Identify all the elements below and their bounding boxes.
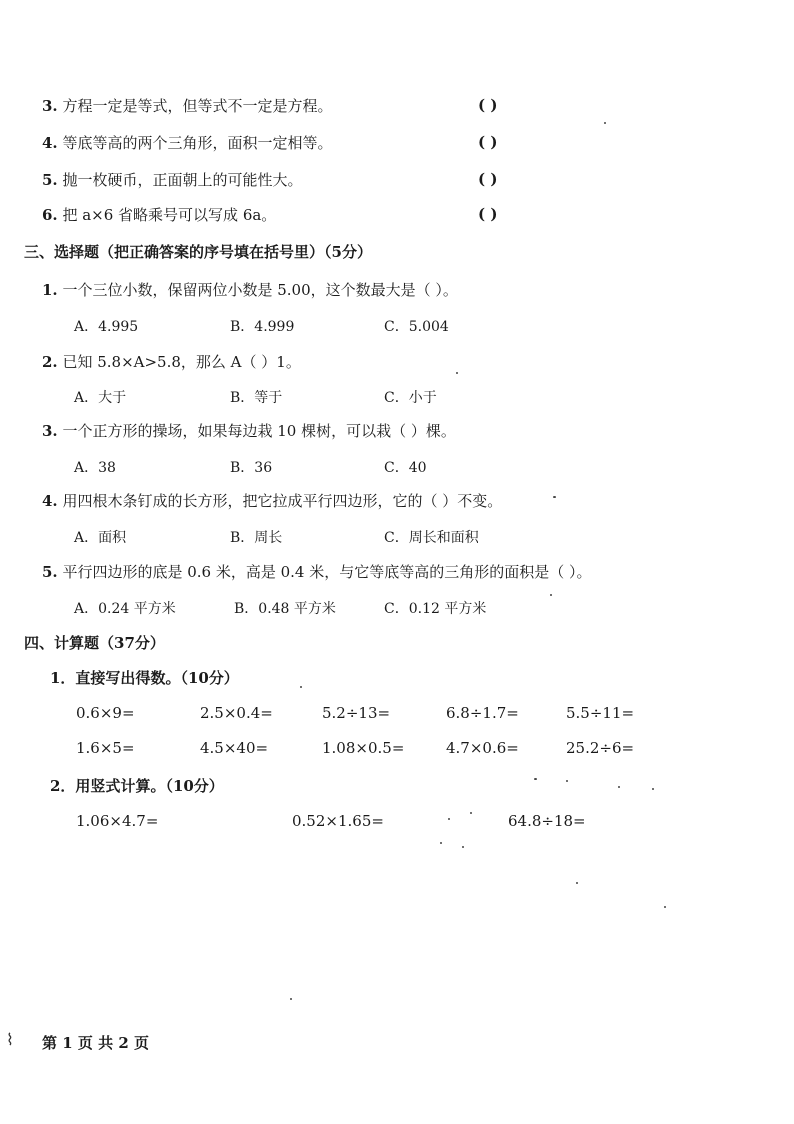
scan-speck — [664, 906, 666, 908]
oral-calc-1: 0.6×9= — [76, 704, 135, 722]
calc-q1-title: 1．直接写出得数。（10分） — [50, 669, 239, 687]
scan-speck — [550, 594, 552, 596]
choice-4-option-b[interactable]: B．周长 — [230, 530, 283, 546]
section-heading-choice: 三、选择题（把正确答案的序号填在括号里）（5分） — [24, 243, 372, 261]
choice-5-option-b[interactable]: B．0.48 平方米 — [234, 601, 336, 617]
choice-question-2: 2. 已知 5.8×A>5.8，那么 A（ ）1。 — [42, 353, 301, 371]
oral-calc-6: 1.6×5= — [76, 739, 135, 757]
choice-3-option-a[interactable]: A．38 — [74, 460, 116, 476]
oral-calc-10: 25.2÷6= — [566, 739, 635, 757]
scan-speck — [290, 998, 292, 1000]
choice-2-option-a[interactable]: A．大于 — [74, 390, 127, 406]
judgment-item-3: 3. 方程一定是等式，但等式不一定是方程。 — [42, 97, 333, 115]
oral-calc-4: 6.8÷1.7= — [446, 704, 519, 722]
vertical-calc-3: 64.8÷18= — [508, 812, 586, 830]
answer-paren-4[interactable]: ( ) — [478, 133, 498, 151]
vertical-calc-1: 1.06×4.7= — [76, 812, 159, 830]
oral-calc-2: 2.5×0.4= — [200, 704, 273, 722]
choice-5-option-a[interactable]: A．0.24 平方米 — [74, 601, 176, 617]
judgment-item-6: 6. 把 a×6 省略乘号可以写成 6a。 — [42, 206, 277, 224]
answer-paren-5[interactable]: ( ) — [478, 170, 498, 188]
section-heading-calc: 四、计算题（37分） — [24, 634, 165, 652]
calc-q2-title: 2．用竖式计算。（10分） — [50, 777, 224, 795]
choice-3-option-c[interactable]: C．40 — [384, 460, 427, 476]
oral-calc-5: 5.5÷11= — [566, 704, 635, 722]
choice-2-option-c[interactable]: C．小于 — [384, 390, 437, 406]
choice-question-3: 3. 一个正方形的操场，如果每边栽 10 棵树，可以栽（ ）棵。 — [42, 422, 456, 440]
scan-speck — [440, 842, 442, 844]
oral-calc-7: 4.5×40= — [200, 739, 269, 757]
vertical-calc-2: 0.52×1.65= — [292, 812, 384, 830]
scan-speck — [462, 846, 464, 848]
scan-speck — [604, 122, 606, 124]
scan-speck — [448, 818, 450, 820]
answer-paren-3[interactable]: ( ) — [478, 96, 498, 114]
scan-speck — [566, 780, 568, 782]
choice-5-option-c[interactable]: C．0.12 平方米 — [384, 601, 487, 617]
choice-2-option-b[interactable]: B．等于 — [230, 390, 283, 406]
choice-question-5: 5. 平行四边形的底是 0.6 米，高是 0.4 米，与它等底等高的三角形的面积是（ ）。 — [42, 563, 592, 581]
scan-speck — [553, 496, 556, 498]
choice-1-option-c[interactable]: C．5.004 — [384, 319, 449, 335]
oral-calc-8: 1.08×0.5= — [322, 739, 405, 757]
scan-speck — [652, 788, 654, 790]
page-footer: 第 1 页 共 2 页 — [42, 1034, 149, 1052]
judgment-item-4: 4. 等底等高的两个三角形，面积一定相等。 — [42, 134, 333, 152]
choice-1-option-b[interactable]: B．4.999 — [230, 319, 295, 335]
choice-1-option-a[interactable]: A．4.995 — [74, 319, 139, 335]
scan-speck — [576, 882, 578, 884]
oral-calc-3: 5.2÷13= — [322, 704, 391, 722]
scan-speck — [618, 786, 620, 788]
scan-speck — [534, 778, 537, 780]
answer-paren-6[interactable]: ( ) — [478, 205, 498, 223]
judgment-item-5: 5. 抛一枚硬币，正面朝上的可能性大。 — [42, 171, 303, 189]
choice-3-option-b[interactable]: B．36 — [230, 460, 273, 476]
scan-speck — [456, 372, 458, 374]
scan-speck — [470, 812, 472, 814]
choice-question-4: 4. 用四根木条钉成的长方形，把它拉成平行四边形，它的（ ）不变。 — [42, 492, 503, 510]
margin-bracket-mark: ⌇ — [6, 1030, 14, 1049]
choice-question-1: 1. 一个三位小数，保留两位小数是 5.00，这个数最大是（ ）。 — [42, 281, 458, 299]
oral-calc-9: 4.7×0.6= — [446, 739, 519, 757]
scan-speck — [300, 686, 302, 688]
choice-4-option-a[interactable]: A．面积 — [74, 530, 127, 546]
choice-4-option-c[interactable]: C．周长和面积 — [384, 530, 479, 546]
